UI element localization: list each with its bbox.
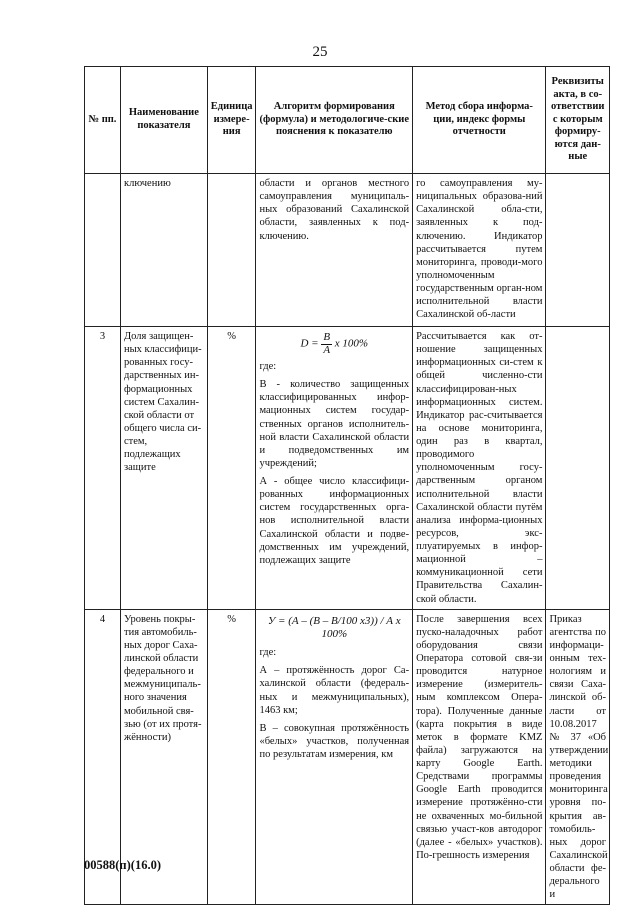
table-row bbox=[85, 327, 610, 610]
row3-def-b: В - количество защищенных классифицированных инфор-мационных систем государ-ственных органов исполнитель-ной власти Сахалинской области и подведомственных им учреждений; bbox=[259, 379, 410, 469]
table-header-row bbox=[85, 67, 610, 174]
formula-rhs: x 100% bbox=[334, 337, 369, 350]
row-cont-name: ключению bbox=[120, 174, 207, 327]
row-cont-method: го самоуправления му-ниципальных образова-ний Сахалинской обла-сти, заявленных к под-ключению. Индикатор рассчитывается путем мониторинга, проводи-мого уполномоченным государственным орган-ном исполнительной власти Сахалинской об-ласти bbox=[413, 174, 546, 327]
header-name: Наименование показателя bbox=[120, 67, 207, 174]
row-cont-algorithm: области и органов местного самоуправления муниципаль-ных образований Сахалинской области, заявленных к под-ключению. bbox=[256, 174, 413, 327]
row4-algorithm bbox=[256, 609, 413, 905]
header-algorithm: Алгоритм формирования (формула) и методологиче-ские пояснения к показателю bbox=[256, 67, 413, 174]
row3-requisites bbox=[546, 327, 610, 610]
row-cont-requisites bbox=[546, 174, 610, 327]
page-number: 25 bbox=[312, 44, 328, 60]
header-num: № пп. bbox=[85, 67, 121, 174]
row3-method: Рассчитывается как от-ношение защищенных информационных си-стем к общей численно-сти классифицирован-ных информационных систем. Индикатор рас-считывается на основе мониторинга, один раз в квартал, проводимого уполномоченным госу-дарственным органом исполнительной власти Сахалинской области путём анализа информа-ционных ресурсов, экс-плуатируемых в инфор-мационной – коммуникационной сети Правительства Сахалин-ской области. bbox=[413, 327, 546, 610]
header-method: Метод сбора информа-ции, индекс формы отчетности bbox=[413, 67, 546, 174]
row-cont-num bbox=[85, 174, 121, 327]
indicators-table bbox=[84, 66, 610, 905]
row-cont-unit bbox=[207, 174, 256, 327]
row4-unit: % bbox=[207, 609, 256, 905]
row4-where: где: bbox=[259, 647, 277, 659]
row4-def-a: А – протяжённость дорог Са-халинской области (федераль-ных и межмуниципальных), 1463 км; bbox=[259, 665, 410, 716]
formula-numerator: B bbox=[323, 331, 331, 343]
row3-formula bbox=[259, 332, 409, 356]
table-row bbox=[85, 609, 610, 905]
row3-where: где: bbox=[259, 361, 277, 373]
document-code: 00588(п)(16.0) bbox=[84, 858, 161, 872]
row4-formula: У = (А – (В – В/100 х3)) / А х 100% bbox=[267, 614, 401, 641]
row4-method: После завершения всех пуско-наладочных работ оборудования связи Оператора сотовой свя-зи проводится натурное измерение (измеритель-ным комплексом Опера-тора). Полученные данные (карта покрытия в виде меток в формате KMZ файла) загружаются на карту Google Earth. Средствами программы Google Earth проводится измерение протяжённо-сти не охваченных мо-бильной связью участ-ков автодорог (далее - «белых» участков). По-грешность измерения bbox=[413, 609, 546, 905]
row4-num: 4 bbox=[85, 609, 121, 905]
formula-lhs: D = bbox=[300, 337, 319, 350]
formula-denominator: A bbox=[323, 343, 331, 356]
row4-def-b: В – совокупная протяжённость «белых» участков, полученная по результатам измерения, км bbox=[259, 722, 410, 760]
row3-unit: % bbox=[207, 327, 256, 610]
row4-requisites: Приказ агентства по информаци-онным тех-нологиям и связи Саха-линской об-ласти от 10.08.2017 № 37 «Об утверждении методики проведения мониторинга уровня по-крытия ав-томобиль-ных дорог Сахалинской области фе-дерального и bbox=[546, 609, 610, 905]
row3-num: 3 bbox=[85, 327, 121, 610]
row3-name: Доля защищен-ных классифици-рованных госу-дарственных ин-формационных систем Сахалин-ской области от общего числа си-стем, подлежащих защите bbox=[120, 327, 207, 610]
row3-algorithm bbox=[256, 327, 413, 610]
header-requisites: Реквизиты акта, в со-ответствии с которым формиру-ются дан-ные bbox=[546, 67, 610, 174]
row3-def-a: А - общее число классифици-рованных информационных систем государственных орга-нов исполнительной власти Сахалинской области и подве-домственных им учреждений, подлежащих защите bbox=[259, 476, 410, 566]
table-row bbox=[85, 174, 610, 327]
header-unit: Единица измере-ния bbox=[207, 67, 256, 174]
formula-fraction bbox=[321, 332, 332, 356]
row4-name: Уровень покры-тия автомобиль-ных дорог Саха-линской области федерального и межмуниципаль-ного значения мобильной свя-зью (от их протя-жённости) bbox=[120, 609, 207, 905]
